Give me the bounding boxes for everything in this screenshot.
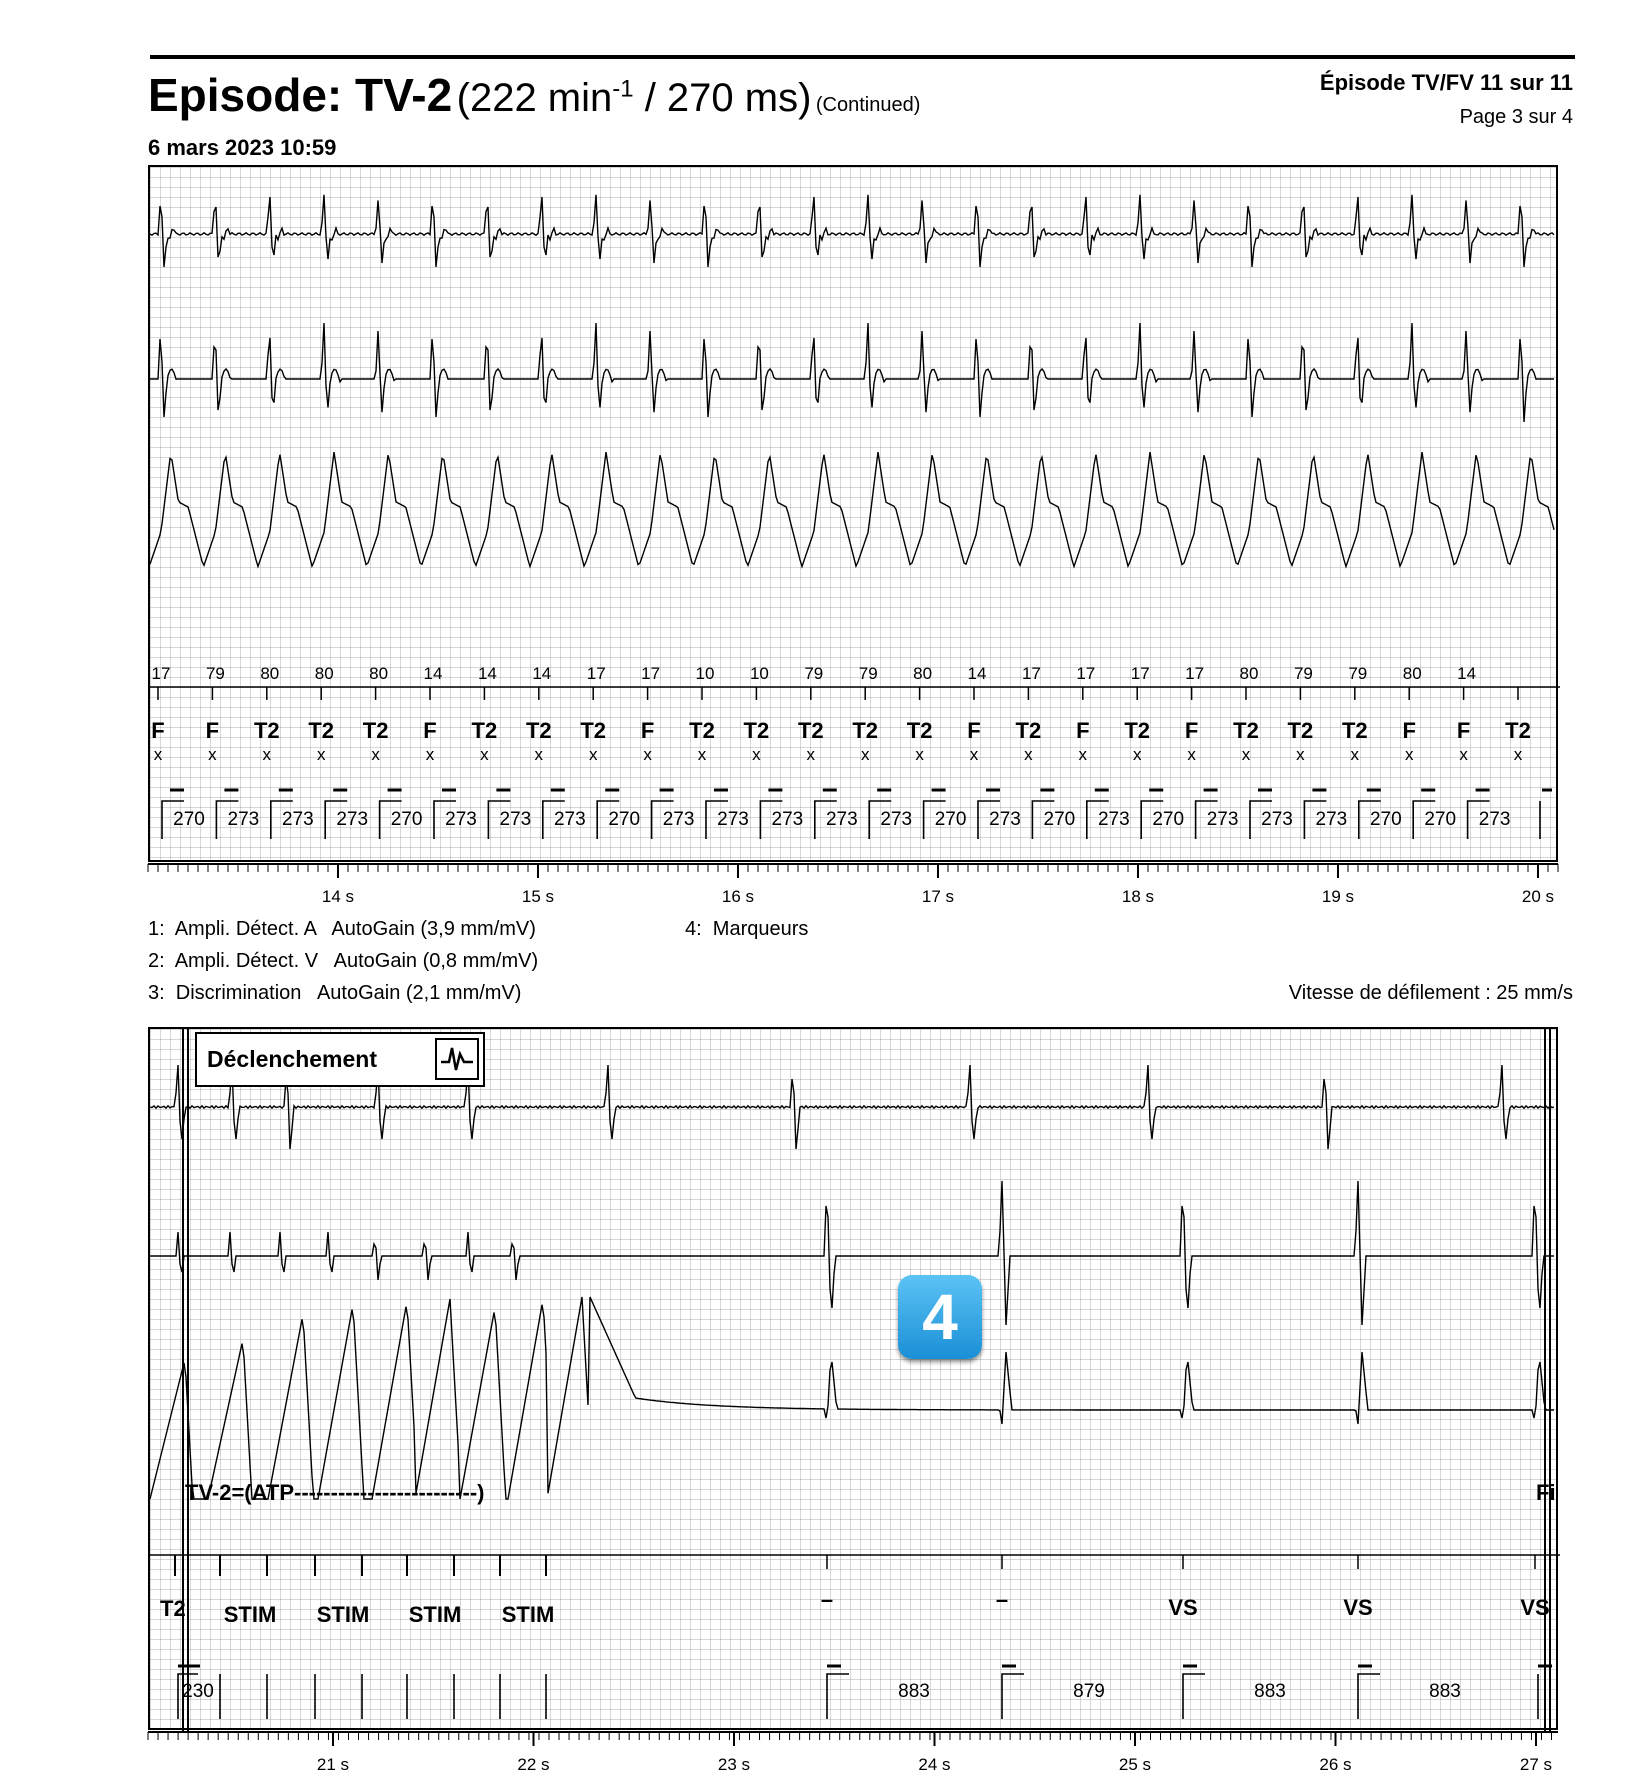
rr-interval: 273	[1478, 809, 1511, 830]
stim-marker: STIM	[501, 1602, 555, 1627]
time-label: 17 s	[921, 887, 955, 906]
rr-interval: 270	[934, 809, 967, 830]
sense-x: x	[480, 745, 489, 764]
sense-x: x	[915, 745, 924, 764]
trigger-waveform-icon	[435, 1038, 479, 1080]
rr-value: 14	[1457, 664, 1477, 683]
event-marker: T2	[1505, 718, 1531, 743]
event-marker: T2	[797, 718, 824, 743]
interval-bracket	[1358, 1674, 1380, 1719]
sense-x: x	[1078, 745, 1088, 764]
episode-label: Episode: TV-2	[148, 69, 453, 121]
rr-value: 17	[1185, 664, 1205, 683]
rr-interval: 230	[182, 1681, 214, 1702]
event-marker: T2	[1287, 718, 1314, 743]
rr-interval: 270	[173, 809, 205, 830]
ecg-strip-2	[148, 1027, 1558, 1730]
rr-interval: 273	[662, 809, 695, 830]
sense-x: x	[1459, 745, 1468, 764]
rr-interval: 273	[499, 809, 532, 830]
rr-interval: 883	[898, 1681, 930, 1702]
interval-bracket	[1002, 1674, 1024, 1719]
ventricular-trace	[150, 323, 1554, 422]
rr-value: 17	[586, 664, 606, 683]
rr-interval: 273	[880, 809, 913, 830]
sense-x: x	[153, 745, 163, 764]
rr-interval: 273	[1206, 809, 1239, 830]
sense-x: x	[1187, 745, 1196, 764]
legend-channel-1: 1: Ampli. Détect. A AutoGain (3,9 mm/mV)	[148, 918, 536, 940]
event-marker: F	[151, 718, 165, 743]
rr-interval: 879	[1073, 1681, 1105, 1702]
sense-x: x	[262, 745, 272, 764]
interval-bracket	[827, 1674, 849, 1719]
rr-interval: 273	[445, 809, 477, 830]
trigger-box	[195, 1032, 485, 1087]
event-marker: T2	[471, 718, 498, 743]
event-marker: F	[1184, 718, 1199, 743]
event-marker: T2	[580, 718, 607, 743]
rr-value: 17	[1076, 664, 1096, 683]
stim-marker: STIM	[223, 1602, 277, 1627]
time-label: 15 s	[521, 887, 555, 906]
rr-value: 80	[314, 664, 334, 683]
sense-x: x	[1404, 745, 1414, 764]
time-label: 25 s	[1118, 1755, 1152, 1774]
sense-x: x	[371, 745, 380, 764]
sense-x: x	[316, 745, 326, 764]
rr-value: 80	[369, 664, 389, 683]
discrimination-trace	[150, 1297, 1554, 1499]
sense-x: x	[969, 745, 979, 764]
page-number: Page 3 sur 4	[1459, 106, 1573, 128]
rr-value: 17	[151, 664, 171, 683]
sense-x: x	[1241, 745, 1251, 764]
rr-interval: 270	[608, 809, 641, 830]
rr-interval: 273	[227, 809, 260, 830]
stim-marker: STIM	[316, 1602, 370, 1627]
rr-value: 79	[804, 664, 824, 683]
time-axis-1	[148, 862, 1568, 912]
event-marker: T2	[1341, 718, 1368, 743]
trigger-label: Déclenchement	[207, 1046, 378, 1072]
rr-interval: 273	[1261, 809, 1293, 830]
legend-channel-3: 3: Discrimination AutoGain (2,1 mm/mV)	[148, 982, 522, 1004]
event-marker: F	[1402, 718, 1416, 743]
step-number-badge: 4	[898, 1275, 982, 1359]
rr-value: 14	[423, 664, 443, 683]
sense-x: x	[1024, 745, 1033, 764]
sense-x: x	[1296, 745, 1305, 764]
sense-x: x	[697, 745, 707, 764]
sense-marker: –	[995, 1587, 1009, 1612]
event-marker: T2	[160, 1596, 186, 1621]
event-marker: F	[1076, 718, 1090, 743]
rr-interval: 273	[771, 809, 804, 830]
rr-interval: 883	[1254, 1681, 1286, 1702]
rr-value: 10	[749, 664, 769, 683]
ecg-strip-1-traces	[150, 167, 1560, 864]
event-marker: T2	[1124, 718, 1151, 743]
time-label: 23 s	[717, 1755, 751, 1774]
rr-interval: 273	[717, 809, 749, 830]
sense-x: x	[425, 745, 435, 764]
time-axis-2	[148, 1730, 1568, 1780]
rr-value: 79	[1348, 664, 1368, 683]
rr-interval: 273	[825, 809, 858, 830]
rr-value: 79	[1293, 664, 1313, 683]
discrimination-trace	[150, 452, 1554, 566]
rr-interval: 273	[989, 809, 1021, 830]
rr-interval: 883	[1429, 1681, 1461, 1702]
rr-interval: 273	[553, 809, 586, 830]
sense-x: x	[1513, 745, 1523, 764]
rr-value: 14	[967, 664, 987, 683]
atrial-trace	[150, 195, 1554, 267]
rr-interval: 270	[1152, 809, 1185, 830]
time-label: 26 s	[1319, 1755, 1352, 1774]
rr-interval: 273	[1315, 809, 1348, 830]
scroll-speed: Vitesse de défilement : 25 mm/s	[1288, 982, 1573, 1004]
sense-x: x	[534, 745, 544, 764]
sense-x: x	[643, 745, 652, 764]
sense-x: x	[1350, 745, 1360, 764]
rr-value: 17	[641, 664, 661, 683]
time-label: 18 s	[1121, 887, 1155, 906]
time-label: 19 s	[1321, 887, 1355, 906]
rr-value: 14	[532, 664, 552, 683]
rr-value: 17	[1021, 664, 1041, 683]
time-label: 16 s	[721, 887, 755, 906]
rr-value: 79	[205, 664, 225, 683]
rr-interval: 270	[1043, 809, 1076, 830]
event-marker: T2	[1233, 718, 1259, 743]
atp-therapy-label: TV-2=(ATP-------------------------)	[185, 1480, 485, 1505]
event-marker: F	[640, 718, 655, 743]
rr-value: 80	[913, 664, 933, 683]
ecg-strip-2-traces	[150, 1029, 1560, 1732]
stim-marker: STIM	[408, 1602, 462, 1627]
event-marker: F	[967, 718, 981, 743]
event-marker: T2	[1015, 718, 1042, 743]
rr-value: 14	[477, 664, 497, 683]
event-marker: T2	[362, 718, 389, 743]
episode-date: 6 mars 2023 10:59	[148, 135, 337, 160]
time-label: 20 s	[1521, 887, 1555, 906]
event-marker: T2	[689, 718, 715, 743]
event-marker: T2	[308, 718, 335, 743]
interval-bracket	[1183, 1674, 1205, 1719]
rr-interval: 273	[1097, 809, 1130, 830]
event-marker: F	[205, 718, 220, 743]
ventricular-trace	[150, 1181, 1554, 1325]
sense-x: x	[588, 745, 598, 764]
rr-value: 17	[1130, 664, 1150, 683]
rr-value: 79	[858, 664, 878, 683]
vs-marker: VS	[1168, 1595, 1198, 1620]
sense-marker: –	[820, 1587, 834, 1612]
episode-end-label: Fi	[1536, 1480, 1556, 1505]
sense-x: x	[1132, 745, 1142, 764]
sense-x: x	[806, 745, 816, 764]
top-rule	[150, 55, 1575, 59]
time-label: 27 s	[1519, 1755, 1553, 1774]
time-label: 14 s	[321, 887, 355, 906]
continued-note: (Continued)	[815, 94, 921, 116]
rr-interval: 273	[336, 809, 369, 830]
episode-rate: (222 $\min^{-1} / 270$ ms)	[456, 75, 812, 120]
sense-x: x	[860, 745, 870, 764]
event-marker: T2	[852, 718, 879, 743]
time-label: 21 s	[316, 1755, 350, 1774]
rr-interval: 270	[1424, 809, 1457, 830]
sense-x: x	[208, 745, 217, 764]
rr-interval: 270	[1369, 809, 1402, 830]
rr-interval: 273	[281, 809, 314, 830]
vs-marker: VS	[1343, 1595, 1373, 1620]
time-label: 22 s	[517, 1755, 550, 1774]
event-marker: T2	[525, 718, 552, 743]
ecg-strip-1	[148, 165, 1558, 862]
rr-value: 80	[1402, 664, 1422, 683]
episode-count: Épisode TV/FV 11 sur 11	[1319, 70, 1573, 95]
vs-marker: VS	[1520, 1595, 1550, 1620]
rr-value: 80	[260, 664, 280, 683]
event-marker: T2	[743, 718, 770, 743]
event-marker: T2	[253, 718, 280, 743]
event-marker: F	[1456, 718, 1471, 743]
sense-x: x	[752, 745, 761, 764]
rr-value: 10	[695, 664, 715, 683]
legend-channel-4: 4: Marqueurs	[685, 918, 809, 940]
rr-value: 80	[1239, 664, 1259, 683]
episode-title	[148, 69, 921, 121]
rr-interval: 270	[390, 809, 423, 830]
time-label: 24 s	[918, 1755, 951, 1774]
event-marker: T2	[906, 718, 933, 743]
event-marker: F	[423, 718, 437, 743]
legend-channel-2: 2: Ampli. Détect. V AutoGain (0,8 mm/mV)	[148, 950, 539, 972]
